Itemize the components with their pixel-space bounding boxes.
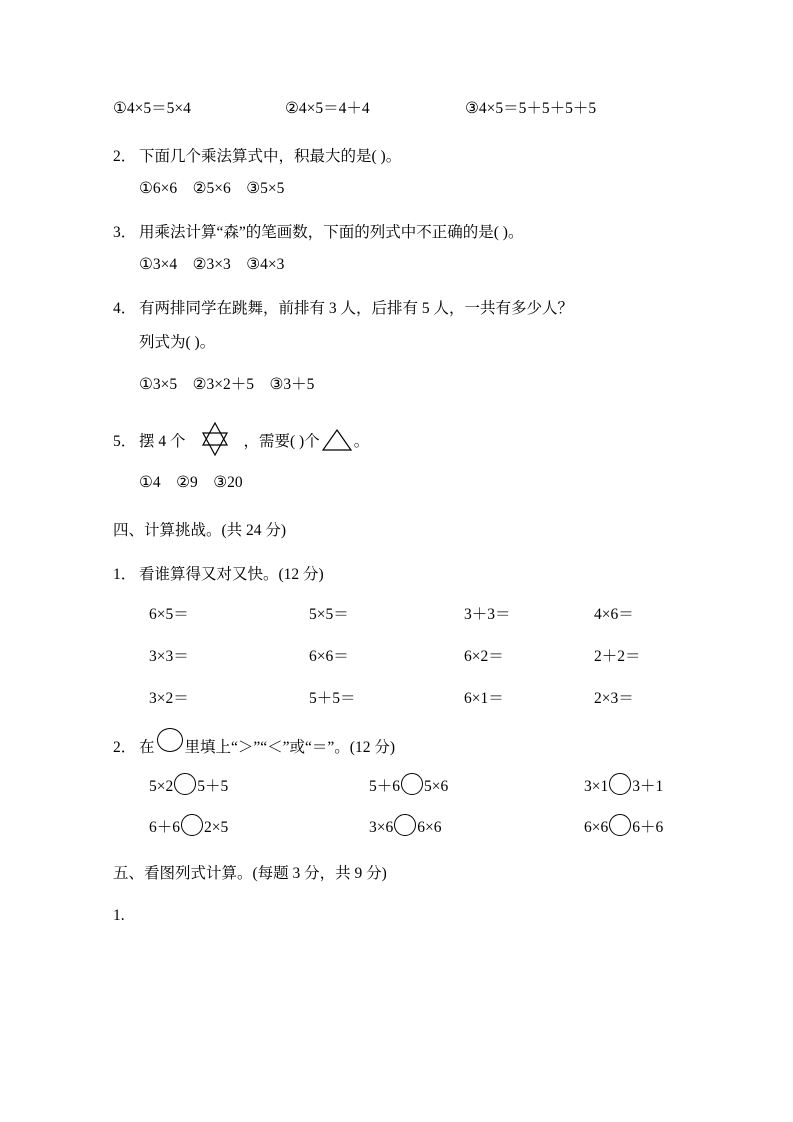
option-1: ①4×5＝5×4 <box>113 100 191 117</box>
cmp-right: 2×5 <box>204 819 229 836</box>
circle-blank-icon[interactable] <box>609 773 631 795</box>
calc-cell: 6×2＝ <box>464 648 504 665</box>
section-4-question-2 <box>113 728 683 757</box>
section-4-question-1 <box>113 562 683 584</box>
cmp-right: 5×6 <box>424 778 449 795</box>
question-5-text-a: 摆 4 个 <box>139 433 186 450</box>
calculation-row <box>149 602 669 624</box>
cmp-left: 6×6 <box>584 819 609 836</box>
cmp-left: 5×2 <box>149 778 174 795</box>
calc-cell: 4×6＝ <box>594 606 634 623</box>
question-5-options: ①4 ②9 ③20 <box>139 474 243 491</box>
calc-cell: 6×5＝ <box>149 606 189 623</box>
triangle-icon <box>320 427 354 453</box>
option-2: ②4×5＝4＋4 <box>285 100 370 117</box>
six-pointed-star-icon <box>186 420 244 460</box>
question-5-text-b: ，需要( )个 <box>243 433 320 450</box>
question-2-number: 2． <box>113 148 137 165</box>
comparison-row <box>149 773 699 796</box>
circle-blank-icon[interactable] <box>609 814 631 836</box>
cmp-right: 6＋6 <box>632 819 664 836</box>
calc-cell: 5＋5＝ <box>309 690 356 707</box>
cmp-left: 6＋6 <box>149 819 181 836</box>
section-4-title: 四、计算挑战。(共 24 分) <box>113 522 287 539</box>
calc-cell: 2＋2＝ <box>594 648 641 665</box>
cmp-right: 5＋5 <box>197 778 229 795</box>
question-3-number: 3． <box>113 224 137 241</box>
cmp-right: 6×6 <box>417 819 442 836</box>
calculation-row <box>149 644 669 666</box>
question-2-options: ①6×6 ②5×6 ③5×5 <box>139 180 285 197</box>
calc-cell: 2×3＝ <box>594 690 634 707</box>
comparison-cell <box>584 814 699 837</box>
comparison-cell <box>369 814 584 837</box>
question-5-text-c: 。 <box>353 433 370 450</box>
question-4-number: 4． <box>113 300 137 317</box>
question-2-text: 下面几个乘法算式中，积最大的是( )。 <box>139 148 402 165</box>
circle-blank-icon <box>157 728 183 752</box>
question-4-text-line2: 列式为( )。 <box>139 334 216 351</box>
comparison-grid <box>149 773 699 837</box>
option-3: ③4×5＝5＋5＋5＋5 <box>465 100 597 117</box>
section-4-question-2-text-b: 里填上“＞”“＜”或“＝”。(12 分) <box>184 739 395 756</box>
question-4 <box>113 296 683 318</box>
circle-blank-icon[interactable] <box>401 773 423 795</box>
cmp-left: 3×1 <box>584 778 609 795</box>
calc-cell: 5×5＝ <box>309 606 349 623</box>
circle-blank-icon[interactable] <box>394 814 416 836</box>
cmp-left: 3×6 <box>369 819 394 836</box>
section-5-question-1-number: 1. <box>113 907 125 924</box>
comparison-row <box>149 814 699 837</box>
question-3-options: ①3×4 ②3×3 ③4×3 <box>139 256 285 273</box>
question-2 <box>113 144 683 166</box>
question-4-text: 有两排同学在跳舞，前排有 3 人，后排有 5 人，一共有多少人？ <box>139 300 574 317</box>
question-1-options <box>113 96 683 118</box>
cmp-right: 3＋1 <box>632 778 664 795</box>
calc-cell: 3＋3＝ <box>464 606 511 623</box>
section-4-question-1-number: 1． <box>113 566 137 583</box>
calc-cell: 3×2＝ <box>149 690 189 707</box>
section-4-question-1-text: 看谁算得又对又快。(12 分) <box>139 566 324 583</box>
section-5-title: 五、看图列式计算。(每题 3 分，共 9 分) <box>113 865 387 882</box>
circle-blank-icon[interactable] <box>181 814 203 836</box>
calculation-row <box>149 686 669 708</box>
worksheet-content <box>113 96 683 925</box>
calc-cell: 3×3＝ <box>149 648 189 665</box>
question-4-options: ①3×5 ②3×2＋5 ③3＋5 <box>139 376 315 393</box>
comparison-cell <box>369 773 584 796</box>
cmp-left: 5＋6 <box>369 778 401 795</box>
question-5 <box>113 420 683 460</box>
circle-blank-icon[interactable] <box>174 773 196 795</box>
question-3 <box>113 220 683 242</box>
question-5-number: 5． <box>113 433 137 450</box>
comparison-cell <box>149 773 369 796</box>
calc-cell: 6×6＝ <box>309 648 349 665</box>
comparison-cell <box>584 773 699 796</box>
section-4-question-2-text-a: 在 <box>139 739 155 756</box>
section-4-question-2-number: 2． <box>113 739 137 756</box>
question-3-text: 用乘法计算“森”的笔画数，下面的列式中不正确的是( )。 <box>139 224 524 241</box>
comparison-cell <box>149 814 369 837</box>
calculation-grid <box>149 602 669 708</box>
calc-cell: 6×1＝ <box>464 690 504 707</box>
